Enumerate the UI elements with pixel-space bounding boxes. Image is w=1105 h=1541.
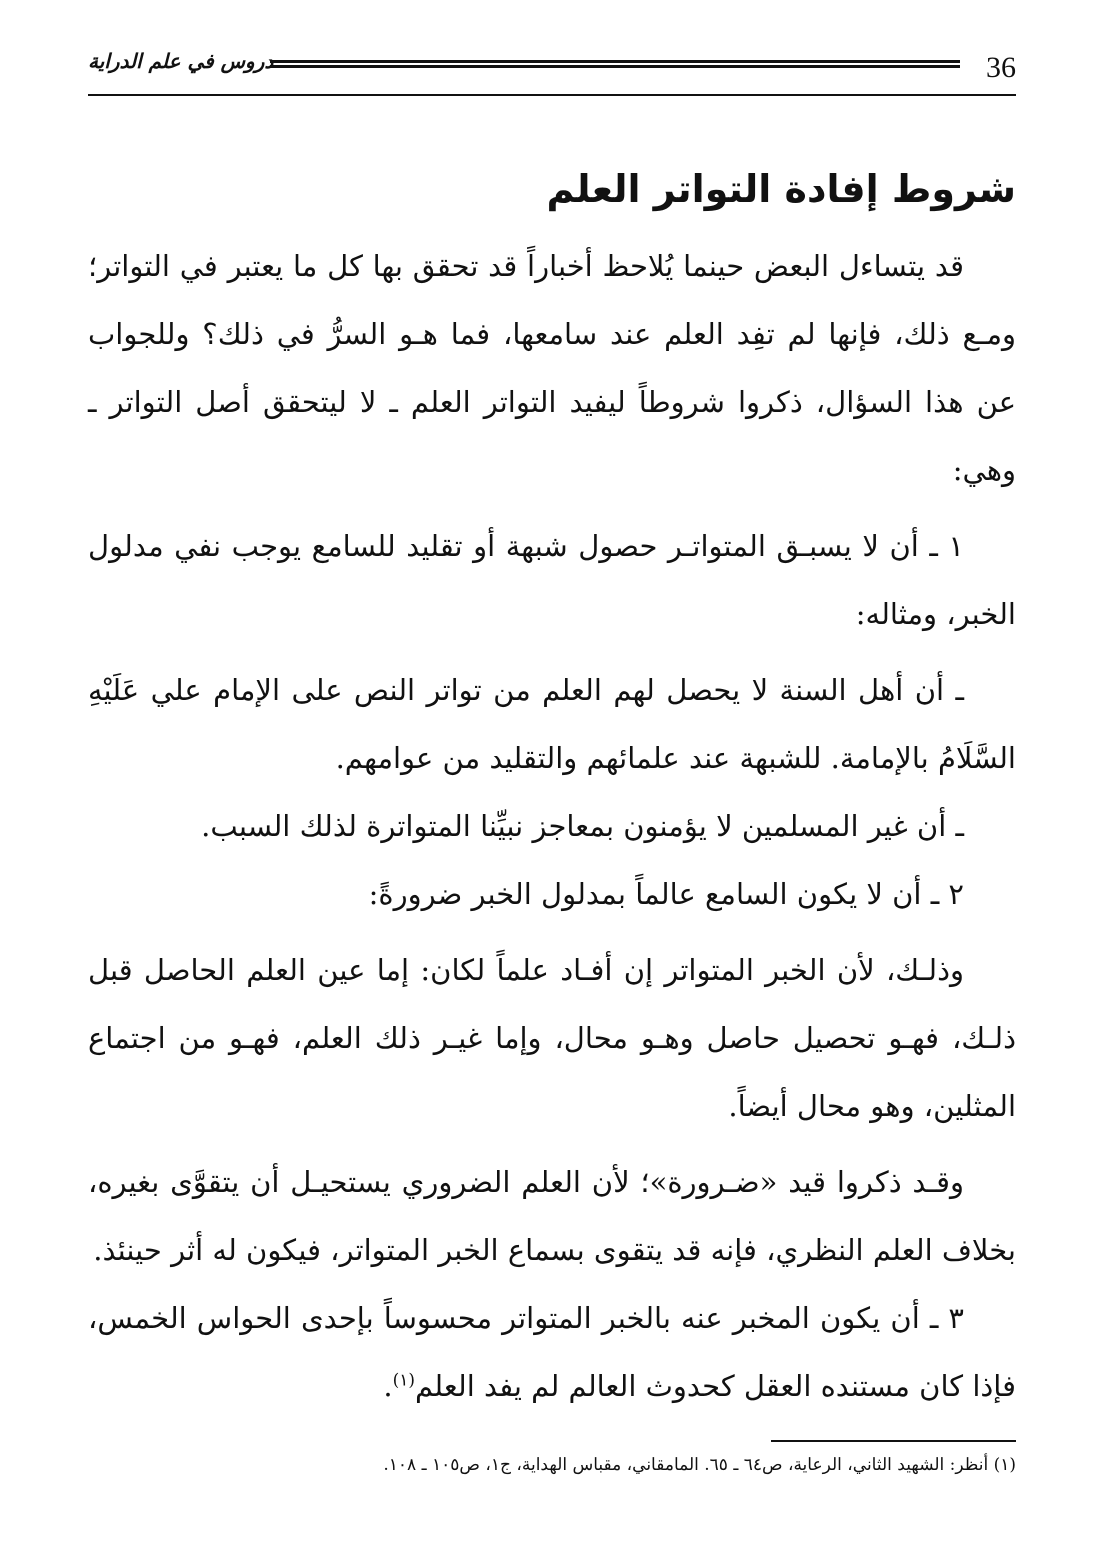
paragraph-example-2: ـ أن غير المسلمين لا يؤمنون بمعاجز نبيِّنا المتواترة لذلك السبب. xyxy=(201,809,964,843)
page-body xyxy=(88,150,1016,1420)
header-bottom-rule xyxy=(88,94,1016,96)
footnote-rule xyxy=(771,1440,1016,1442)
footnote: (١) أنظر: الشهيد الثاني، الرعاية، ص٦٤ ـ ٦٥. المامقاني، مقباس الهداية، ج١، ص١٠٥ ـ ١٠٨. xyxy=(383,1455,1016,1475)
paragraph-condition-2: ٢ ـ أن لا يكون السامع عالماً بمدلول الخبر ضرورةً: xyxy=(368,877,964,911)
paragraph-condition-3-text: ٣ ـ أن يكون المخبر عنه بالخبر المتواتر محسوساً بإحدى الحواس الخمس، فإذا كان مستنده العقل كحدوث العالم لم يفد العلم xyxy=(88,1301,1016,1403)
running-title: دروس في علم الدراية xyxy=(88,49,274,73)
paragraph-example-1: ـ أن أهل السنة لا يحصل لهم العلم من تواتر النص على الإمام علي عَلَيْهِ السَّلَامُ بالإمامة. للشبهة عند علمائهم والتقليد من عوامهم. xyxy=(88,673,1016,775)
footnote-marker[interactable]: (١) xyxy=(392,1370,415,1391)
paragraph-condition-3 xyxy=(88,1284,1016,1420)
section-title: شروط إفادة التواتر العلم xyxy=(546,167,1016,211)
paragraph-condition-1: ١ ـ أن لا يسبـق المتواتـر حصول شبهة أو تقليد للسامع يوجب نفي مدلول الخبر، ومثاله: xyxy=(88,529,1016,631)
page-number: 36 xyxy=(986,51,1016,84)
final-period: . xyxy=(383,1369,393,1403)
header-double-rule xyxy=(270,60,960,68)
paragraph-explanation-2: وقـد ذكروا قيد «ضـرورة»؛ لأن العلم الضروري يستحيـل أن يتقوَّى بغيره، بخلاف العلم النظري، فإنه قد يتقوى بسماع الخبر المتواتر، فيكون له أثر حينئذ. xyxy=(88,1165,1016,1267)
paragraph-intro: قد يتساءل البعض حينما يُلاحظ أخباراً قد تحقق بها كل ما يعتبر في التواتر؛ ومـع ذلك، فإنها لم تفِد العلم عند سامعها، فما هـو السرُّ في ذلك؟ وللجواب عن هذا السؤال، ذكروا شروطاً ليفيد التواتر العلم ـ لا ليتحقق أصل التواتر ـ وهي: xyxy=(88,249,1017,487)
page-header xyxy=(88,38,1016,98)
paragraph-explanation-1: وذلـك، لأن الخبر المتواتر إن أفـاد علماً لكان: إما عين العلم الحاصل قبل ذلـك، فهـو تحصيل حاصل وهـو محال، وإما غيـر ذلك العلم، فهـو من اجتماع المثلين، وهو محال أيضاً. xyxy=(88,953,1016,1123)
